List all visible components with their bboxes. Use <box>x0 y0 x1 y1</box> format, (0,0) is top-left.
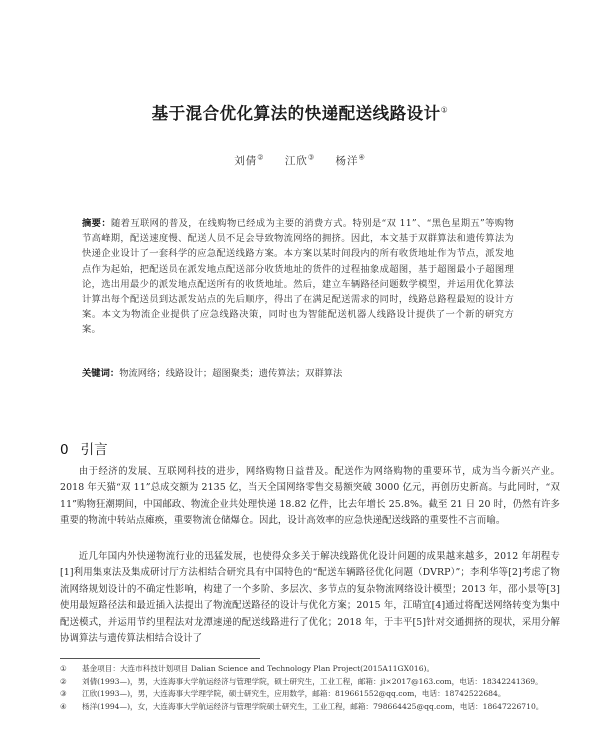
author-list <box>0 153 600 168</box>
abstract-text: 随着互联网的普及，在线购物已经成为主要的消费方式。特别是“双 11”、“黑色星期五”等购物节高峰期，配送速度慢、配送人员不足会导致物流网络的拥挤。因此，本文基于双群算法和遗传算法为快递企业设计了一套科学的应急配送线路方案。本方案以某时间段内的所有收货地址作为节点，派发地点作为起始，把配送员在派发地点配送部分收货地址的货件的过程抽象成超图，基于超图最小子超图理论，选出用最少的派发地点配送所有的收货地址。然后，建立车辆路径问题数学模型，并运用优化算法计算出每个配送员到达派发站点的先后顺序，得出了在满足配送需求的同时，线路总路程最短的设计方案。本文为物流企业提供了应急线路决策，同时也为智能配送机器人线路设计提供了一个新的研究方案。 <box>82 218 514 336</box>
title-footnote-mark: ① <box>440 105 449 115</box>
footnote-mark: ③ <box>60 689 67 699</box>
body-paragraph: 由于经济的发展、互联网科技的进步，网络购物日益普及。配送作为网络购物的重要环节，成为当今新兴产业。2018 年天猫“双 11”总成交额为 2135 亿，当天全国网络零售交易额突破 3000 亿元，再创历史新高。与此同时，“双 11”购物狂潮期间，中国邮政、物流企业共处理快递 18.82 亿件，比去年增长 25.8%。截至 21 日 20 时，仍然有许多重要的物流中转站点瘫痪，重要物流仓储爆仓。因此，设计高效率的应急快递配送线路的重要性不言而喻。 <box>60 466 560 527</box>
author-mark: ④ <box>358 153 366 162</box>
abstract-label: 摘要： <box>82 218 111 229</box>
footnotes <box>60 663 560 713</box>
section-heading <box>60 438 108 458</box>
footnote-divider <box>60 658 260 659</box>
author-mark: ② <box>257 153 265 162</box>
keywords <box>82 366 514 381</box>
footnote <box>60 688 560 701</box>
footnote <box>60 701 560 714</box>
author-name-text: 刘倩 <box>234 155 258 167</box>
author-mark: ③ <box>307 153 316 162</box>
footnote <box>60 676 560 689</box>
footnote <box>60 663 560 676</box>
keywords-text: 物流网络；线路设计；超图聚类；遗传算法；双群算法 <box>119 368 343 379</box>
footnote-mark: ① <box>60 664 67 673</box>
author-name-text: 江欣 <box>284 155 308 167</box>
title-text: 基于混合优化算法的快递配送线路设计 <box>151 104 441 123</box>
keywords-label: 关键词： <box>82 368 120 379</box>
author-name <box>285 155 315 167</box>
author-name <box>234 155 264 167</box>
section-title: 引言 <box>80 442 108 458</box>
footnote-text: 杨洋(1994—)，女，大连海事大学航运经济与管理学院硕士研究生，工业工程，邮箱：798664425@qq.com，电话：18647226710。 <box>82 701 544 711</box>
abstract <box>82 216 514 338</box>
footnote-mark: ④ <box>60 701 67 711</box>
footnote-text: 刘倩(1993—)，男，大连海事大学航运经济与管理学院，硕士研究生，工业工程，邮箱：jl×2017@163.com，电话：18342241369。 <box>82 676 543 686</box>
author-name <box>335 155 365 167</box>
footnote-text: 基金项目：大连市科技计划项目 Dalian Science and Technology Plan Project(2015A11GX016)。 <box>82 664 435 673</box>
body-paragraph: 近几年国内外快递物流行业的迅猛发展，也使得众多关于解决线路优化设计问题的成果越来越多，2012 年胡程专[1]利用集束法及集成研讨厅方法相结合研究具有中国特色的“配送车辆路径优化问题（DVRP）”；李利华等[2]考虑了物流网络规划设计的不确定性影响，构建了一个多阶、多层次、多节点的复杂物流网络设计模型；2013 年，邵小景等[3]使用最短路径法和最近插入法提出了物流配送路径的设计与优化方案；2015 年，江晴宜[4]通过将配送网络转变为集中配送模式，并运用节约里程法对龙潭速递的配送线路进行了优化；2018 年，于丰平[5]针对交通拥挤的现状，采用分解协调算法与遗传算法相结合设计了 <box>60 551 560 645</box>
footnote-mark: ② <box>60 676 67 686</box>
paper-title <box>0 100 600 124</box>
section-number: 0 <box>60 442 69 458</box>
footnote-text: 江欣(1993—)，男，大连海事大学理学院，硕士研究生，应用数学，邮箱：819661552@qq.com，电话：18742522684。 <box>82 689 506 699</box>
author-name-text: 杨洋 <box>335 155 359 167</box>
